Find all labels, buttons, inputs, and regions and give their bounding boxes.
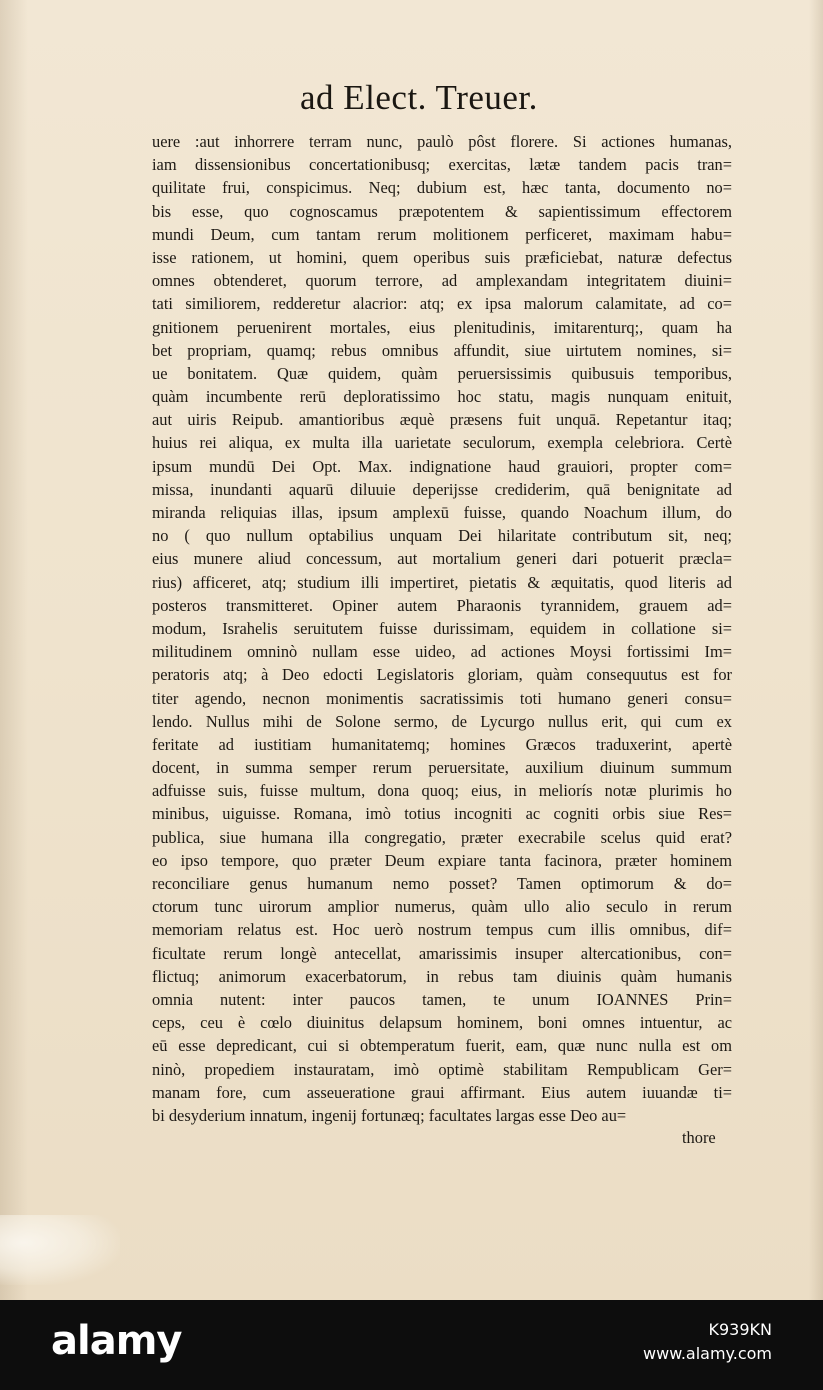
text-line: omnes obtenderet, quorum terrore, ad amplexandam integritatem diuini= [152,271,732,291]
alamy-logo: alamy [51,1318,182,1364]
image-id: K939KN [708,1320,772,1339]
text-line: titer agendo, necnon monimentis sacratissimis toti humano generi consu= [152,688,732,708]
text-line: ficultate rerum longè antecellat, amarissimis insuper altercationibus, con= [152,943,732,963]
text-line: publica, siue humana illa congregatio, præter execrabile scelus quid erat? [152,827,732,847]
text-line: bi desyderium innatum, ingenij fortunæq; facultates largas esse Deo au= [152,1105,627,1125]
text-line: adfuisse suis, fuisse multum, dona quoq; eius, in meliorís notæ plurimis ho [152,781,732,801]
text-line: posteros transmitteret. Opiner autem Pharaonis tyrannidem, grauem ad= [152,595,732,615]
watermark-url: www.alamy.com [643,1344,772,1363]
text-line: minibus, uiguisse. Romana, imò totius incogniti ac cogniti orbis siue Res= [152,804,732,824]
text-line: ninò, propediem instauratam, imò optimè stabilitam Rempublicam Ger= [152,1059,732,1079]
text-line: gnitionem peruenirent mortales, eius plenitudinis, imitarenturq;, quam ha [152,317,732,337]
text-line: ctorum tunc uirorum amplior numerus, quàm ullo alio seculo in rerum [152,897,732,917]
text-line: memoriam relatus est. Hoc uerò nostrum tempus cum illis omnibus, dif= [152,920,732,940]
text-line: quàm incumbente rerū deploratissimo hoc statu, magis nunquam enituit, [152,387,732,407]
text-line: reconciliare genus humanum nemo posset? Tamen optimorum & do= [152,874,732,893]
text-line: tati similiorem, redderetur alacrior: atq; ex ipsa malorum calamitate, ad co= [152,294,732,314]
text-line: ceps, ceu è cœlo diuinitus delapsum hominem, boni omnes intuentur, ac [152,1013,732,1033]
text-line: lendo. Nullus mihi de Solone sermo, de Lycurgo nullus erit, qui cum ex [152,711,732,731]
text-line: miranda reliquias illas, ipsum amplexū fuisse, quando Noachum illum, do [152,503,732,522]
text-line: manam fore, cum asseueratione graui affirmant. Eius autem iuuandæ ti= [152,1082,732,1102]
text-line: eū esse depredicant, cui si obtemperatum fuerit, eam, quæ nunc nulla est om [152,1036,732,1056]
text-line: docent, in summa semper rerum peruersitate, auxilium diuinum summum [152,758,732,778]
text-line: huius rei aliqua, ex multa illa uarietate seculorum, exempla celebriora. Certè [152,433,732,453]
text-line: modum, Israhelis seruitutem fuisse durissimam, equidem in collatione si= [152,618,732,638]
text-line: flictuq; animorum exacerbatorum, in rebus tam diuinis quàm humanis [152,966,732,986]
text-line: rius) afficeret, atq; studium illi impertiret, pietatis & æquitatis, quod literis ad [152,572,732,592]
text-line: missa, inundanti aquarū diluuie deperijsse crediderim, quā benignitate ad [152,479,732,499]
text-line: quilitate frui, conspicimus. Neq; dubium est, hæc tanta, documento no= [152,178,732,198]
text-line: mundi Deum, cum tantam rerum molitionem perficeret, maximam habu= [152,224,732,244]
catchword: thore [682,1128,716,1147]
running-head: ad Elect. Treuer. [300,78,538,117]
paper-stain [0,1215,120,1285]
text-line: peratoris atq; à Deo edocti Legislatoris gloriam, quàm consequutus est for [152,665,732,685]
text-line: militudinem omninò nullam esse uideo, ad actiones Moysi fortissimi Im= [152,642,732,662]
text-line: uere :aut inhorrere terram nunc, paulò pôst florere. Si actiones humanas, [152,132,732,151]
body-text [152,130,732,1127]
text-line: eius munere aliud concessum, aut mortalium generi dari potuerit præcla= [152,549,732,569]
text-line: aut uiris Reipub. amantioribus æquè præsens fuit unquā. Repetantur itaq; [152,410,732,430]
text-line: ue bonitatem. Quæ quidem, quàm peruersissimis quibusuis temporibus, [152,363,732,383]
text-line: iam dissensionibus concertationibusq; exercitas, lætæ tandem pacis tran= [152,155,732,175]
text-line: omnia nutent: inter paucos tamen, te unum IOANNES Prin= [152,989,732,1009]
text-line: isse rationem, ut homini, quem operibus suis præficiebat, naturæ defectus [152,247,732,267]
text-line: eo ipso tempore, quo præter Deum expiare tanta facinora, præter hominem [152,850,732,870]
text-line: feritate ad iustitiam humanitatemq; homines Græcos traduxerint, apertè [152,734,732,754]
text-line: bis esse, quo cognoscamus præpotentem & sapientissimum effectorem [152,201,732,221]
text-line: ipsum mundū Dei Opt. Max. indignatione haud grauiori, propter com= [152,456,732,476]
text-line: bet propriam, quamq; rebus omnibus affundit, siue uirtutem nomines, si= [152,340,732,360]
text-line: no ( quo nullum optabilius unquam Dei hilaritate contributum sit, neq; [152,526,732,546]
